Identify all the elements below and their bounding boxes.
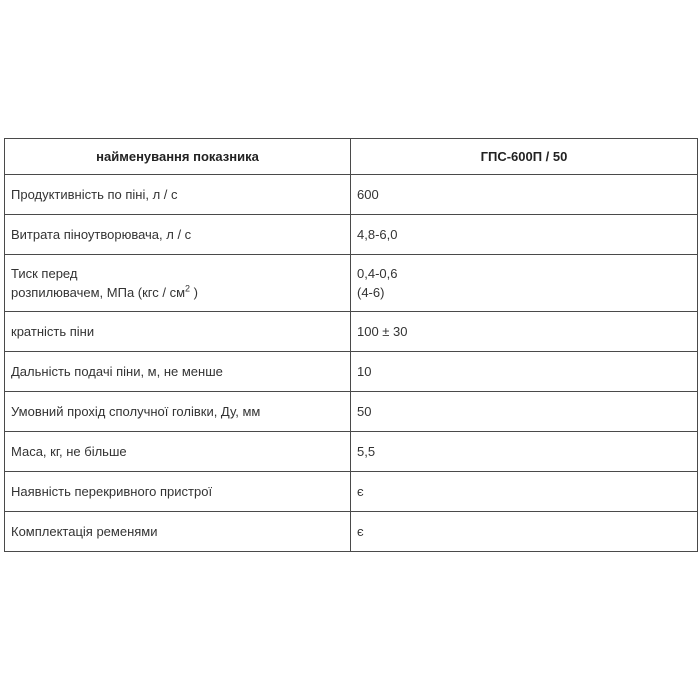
table-row	[5, 512, 698, 552]
row-param-multiline	[5, 255, 351, 312]
header-model: ГПС-600П / 50	[351, 139, 698, 175]
table-row	[5, 392, 698, 432]
row-value: є	[351, 512, 698, 552]
row-value: 5,5	[351, 432, 698, 472]
specifications-table	[4, 138, 698, 552]
table-row	[5, 215, 698, 255]
row-value: є	[351, 472, 698, 512]
row-param: кратність піни	[5, 312, 351, 352]
row-value: 600	[351, 175, 698, 215]
row-param: Умовний прохід сполучної голівки, Ду, мм	[5, 392, 351, 432]
table-row	[5, 472, 698, 512]
row-param: Витрата піноутворювача, л / с	[5, 215, 351, 255]
row-value-line-1: 0,4-0,6	[357, 266, 398, 281]
row-param: Комплектація ременями	[5, 512, 351, 552]
row-param-line-2-text: розпилювачем, МПа (кгс / см	[11, 285, 186, 300]
row-value-multiline	[351, 255, 698, 312]
table-row	[5, 432, 698, 472]
row-param: Наявність перекривного пристрої	[5, 472, 351, 512]
header-parameter-name: найменування показника	[5, 139, 351, 175]
row-value: 100 ± 30	[351, 312, 698, 352]
row-param: Дальність подачі піни, м, не менше	[5, 352, 351, 392]
table-row	[5, 312, 698, 352]
row-value: 50	[351, 392, 698, 432]
row-param-superscript: 2	[185, 283, 191, 294]
table-row	[5, 255, 698, 312]
table-header-row	[5, 139, 698, 175]
row-param-line-2-close: )	[190, 285, 199, 300]
row-param: Маса, кг, не більше	[5, 432, 351, 472]
table-row	[5, 175, 698, 215]
row-param: Продуктивність по піні, л / с	[5, 175, 351, 215]
row-value-line-2: (4-6)	[357, 285, 385, 300]
table-row	[5, 352, 698, 392]
row-param-line-2	[11, 283, 344, 302]
row-param-line-1: Тиск перед	[11, 266, 78, 281]
row-value: 10	[351, 352, 698, 392]
row-value: 4,8-6,0	[351, 215, 698, 255]
